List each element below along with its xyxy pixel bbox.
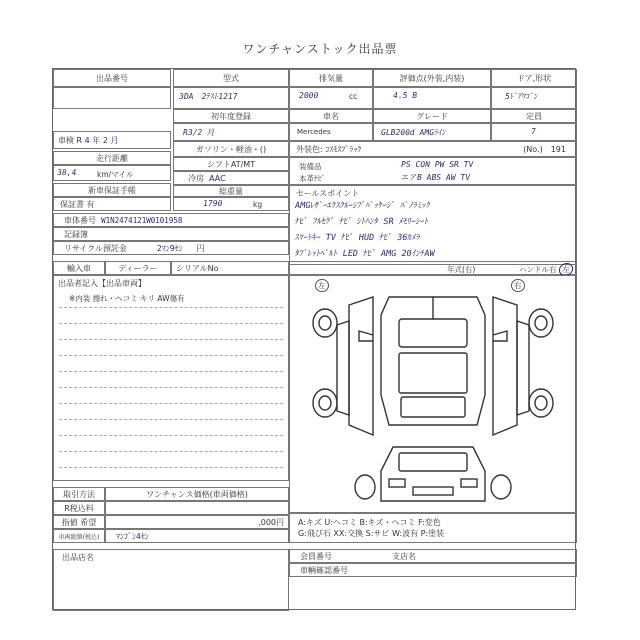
damage-legend-line: A:キズ U:ヘコミ B:キズ・ヘコミ F:変色: [298, 518, 441, 527]
recycle-deposit-unit: 円: [196, 243, 205, 253]
record-book-cell: [53, 227, 289, 241]
member-number-cell: [289, 549, 577, 563]
recycle-deposit-cell: [53, 241, 289, 255]
dealer-label: ディーラー: [105, 261, 171, 275]
grade-label: グレード: [373, 109, 491, 123]
capacity-value: 7: [530, 127, 537, 136]
inspection-value: R 4 年 2 月: [76, 135, 119, 145]
grade-value: GLB200d AMGﾗｲﾝ: [380, 128, 447, 137]
mileage-label: 走行距離: [53, 151, 171, 165]
steering-position-value: 左: [558, 263, 574, 276]
doors-label: ドア,形状: [491, 69, 577, 87]
model-code-label: 型式: [173, 69, 289, 87]
damage-legend-line: G:飛び石 XX:交換 S:サビ W:波有 P:塗装: [298, 529, 445, 538]
note-rule: [59, 467, 283, 468]
model-code-value: 3DA 2ﾃｽﾄ1217: [178, 92, 239, 101]
import-car-label: 輸入車: [53, 261, 105, 275]
lot-number-cell: [53, 87, 171, 109]
equipment-value: PS CON PW SR TV: [400, 160, 474, 169]
note-rule: [59, 419, 283, 420]
displacement-label: 排気量: [289, 69, 373, 87]
displacement-value: 2000: [298, 91, 319, 100]
ac-cell: [173, 171, 289, 185]
recycle-tax-cell: [105, 501, 289, 515]
note-rule: [59, 355, 283, 356]
note-rule: [59, 387, 283, 388]
damage-legend: [289, 513, 577, 543]
displacement-unit: cc: [349, 92, 358, 101]
exhibitor-notes-label: 出品者記入【出品車両】: [58, 279, 146, 288]
note-rule: [59, 339, 283, 340]
equipment-label: 装備品: [299, 162, 322, 171]
shift-label: シフトAT/MT: [173, 157, 289, 171]
total-price-label: 車両総額(税込): [53, 529, 105, 543]
fuel-type-label: ガソリン・軽油・(): [173, 141, 289, 157]
ac-value: AAC: [209, 173, 226, 183]
exhibitor-notes-text: ※内装 擦れ・ヘコミ キリ AW傷有: [69, 294, 185, 303]
total-price-value: ﾏﾝｺﾞﾝ4ｾﾝ: [116, 531, 149, 541]
asking-price-label: 指値 希望: [53, 515, 105, 529]
mileage-unit: km/マイル: [97, 170, 134, 179]
sales-note-line: ﾅﾋﾞ ﾌﾙｾｸﾞ ﾅﾋﾞ ｼﾄﾊﾝﾀ SR ﾒﾓﾘｰｼｰﾄ: [294, 217, 430, 227]
auction-sheet: [52, 68, 576, 610]
transaction-method-label: 取引方法: [53, 487, 105, 501]
color-number-value: 191: [550, 144, 566, 154]
inspection-cell: [53, 131, 171, 149]
gross-weight-cell: [173, 197, 289, 211]
mileage-value: 38,4: [56, 168, 77, 177]
note-rule: [59, 323, 283, 324]
warranty-value: 有: [86, 199, 95, 209]
warranty-label: 保証書: [60, 199, 84, 209]
note-rule: [59, 403, 283, 404]
sales-point-label: セールスポイント: [296, 189, 360, 198]
exterior-color-value: ｺｽﾓｽﾌﾞﾗｯｸ: [325, 144, 362, 154]
sales-note-line: ﾀﾌﾞﾚｯﾄﾍﾞﾙﾄ LED ﾅﾋﾞ AMG 20ｲﾝﾁAW: [294, 249, 436, 259]
car-name-value: Mercedes: [297, 128, 331, 136]
color-number-label: (No.): [523, 144, 543, 154]
recycle-deposit-value: 2ﾏﾝ9ｾﾝ: [156, 243, 183, 253]
total-price-cell: [105, 529, 289, 543]
serial-number-label: シリアルNo: [171, 261, 289, 275]
recycle-deposit-label: リサイクル預託金: [64, 243, 127, 253]
model-year-label: 年式(右): [447, 265, 476, 274]
ac-label: 冷房: [188, 173, 204, 183]
note-rule: [59, 371, 283, 372]
rating-cell: [373, 87, 491, 109]
diagram-right-label: 右: [511, 279, 525, 292]
car-name-label: 車名: [289, 109, 373, 123]
vehicle-id-label: 車輌確認番号: [300, 565, 348, 575]
gross-weight-unit: kg: [253, 200, 263, 209]
diagram-left-label: 左: [315, 279, 329, 292]
exterior-color-label: 外装色:: [296, 144, 323, 154]
first-registration-label: 初年度登録: [173, 109, 289, 123]
note-rule: [59, 451, 283, 452]
recycle-tax-label: R税込料: [53, 501, 105, 515]
chassis-number-value: W1N2474121W0101958: [101, 215, 183, 225]
capacity-label: 定員: [491, 109, 577, 123]
sales-note-line: ｽﾏｰﾄｷｰ TV ﾅﾋﾞ HUD ﾅﾋﾞ 36ｶﾒﾗ: [294, 233, 421, 243]
note-rule: [59, 435, 283, 436]
first-registration-value: R3/2 月: [182, 128, 216, 137]
new-car-warranty-label: 新車保証手帳: [53, 183, 171, 197]
transaction-method-value: ワンチャンス価格(車両価格): [105, 487, 289, 501]
note-rule: [59, 307, 283, 308]
exterior-color-cell: [289, 141, 577, 157]
equipment-value-2: エアB ABS AW TV: [400, 173, 471, 182]
gross-weight-label: 総重量: [173, 185, 289, 197]
rating-label: 評価点(外装,内装): [373, 69, 491, 87]
lot-number-label: 出品番号: [53, 69, 171, 87]
asking-price-unit: ,000円: [258, 517, 284, 527]
gross-weight-value: 1790: [202, 199, 223, 208]
asking-price-cell: [105, 515, 289, 529]
warranty-cell: [53, 197, 171, 211]
inspection-label: 車検: [58, 135, 74, 145]
equipment-keyless-label: 本革ﾅﾋﾞ: [299, 174, 326, 183]
chassis-number-cell: [53, 213, 289, 227]
rating-value: 4.5 B: [392, 91, 418, 100]
branch-name-label: 支店名: [392, 551, 416, 561]
car-diagram: [289, 275, 577, 513]
doors-value: 5ﾄﾞｱﾜｺﾞﾝ: [504, 92, 539, 101]
record-book-label: 記録簿: [64, 229, 88, 239]
exhibitor-store-label: 出品店名: [62, 553, 94, 562]
sales-note-line: AMGﾚｻﾞｰｴｸｽｸﾙｰｼﾌﾞﾊﾟｯｹｰｼﾞ ﾊﾟﾉﾗﾐｯｸ: [294, 201, 431, 211]
vehicle-id-cell: [289, 563, 577, 577]
chassis-number-label: 車体番号: [64, 215, 96, 225]
exhibitor-store-box: [53, 549, 289, 611]
steering-position-label: ハンドル右: [519, 265, 557, 274]
member-number-label: 会員番号: [300, 551, 332, 561]
page-title: ワンチャンストック出品票: [242, 42, 398, 56]
